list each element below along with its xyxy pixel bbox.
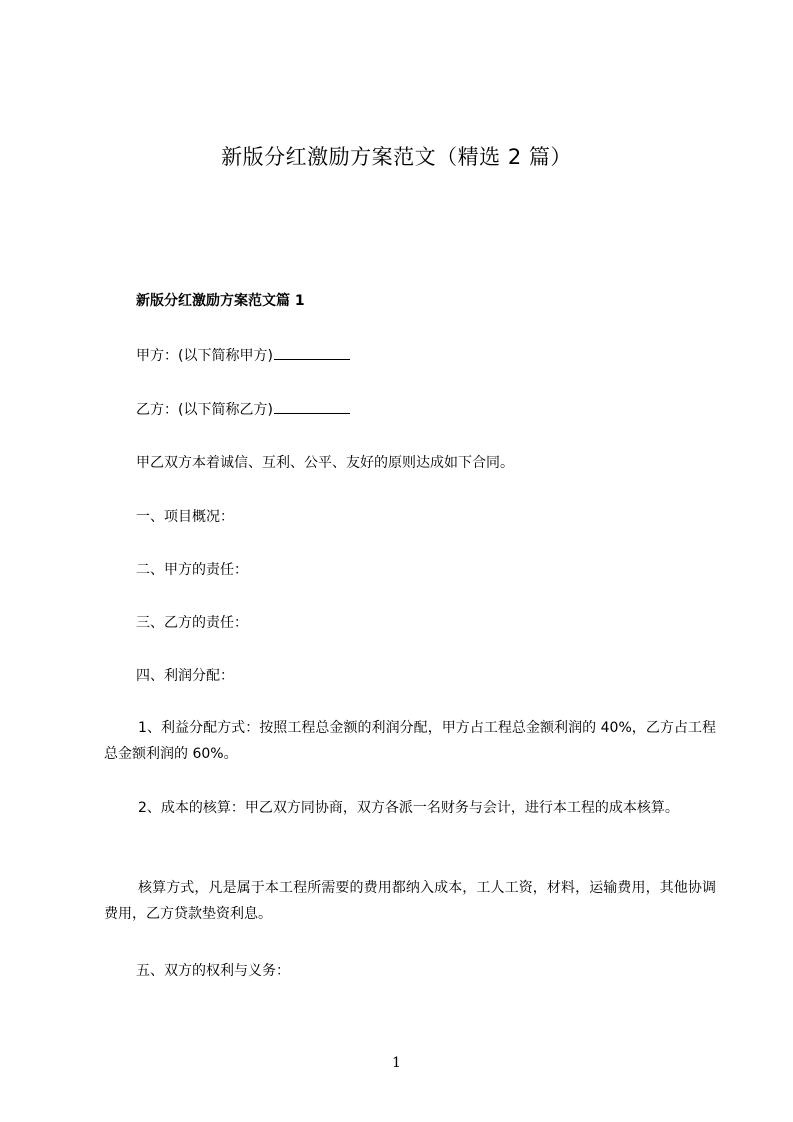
party-b-line [136, 399, 350, 420]
item-profit-distribution: 四、利润分配： [136, 668, 234, 684]
item-party-b-duty: 三、乙方的责任： [136, 615, 248, 631]
section-heading: 新版分红激励方案范文篇 1 [136, 293, 305, 309]
item-project-overview: 一、项目概况： [136, 509, 234, 525]
party-a-blank [274, 345, 350, 360]
party-a-line [136, 345, 350, 366]
party-b-label: 乙方：(以下简称乙方) [136, 402, 273, 418]
item-rights-obligations: 五、双方的权利与义务： [136, 963, 290, 979]
document-title: 新版分红激励方案范文（精选 2 篇） [221, 145, 572, 169]
party-b-blank [274, 399, 350, 414]
paragraph-accounting-method: 核算方式，凡是属于本工程所需要的费用都纳入成本，工人工资，材料，运输费用，其他协调费用，乙方贷款垫资利息。 [104, 880, 716, 922]
page-number: 1 [392, 1055, 401, 1071]
paragraph-profit-method: 1、利益分配方式：按照工程总金额的利润分配，甲方占工程总金额利润的 40%，乙方占工程总金额利润的 60%。 [104, 720, 716, 762]
intro-text: 甲乙双方本着诚信、互利、公平、友好的原则达成如下合同。 [136, 455, 514, 471]
item-party-a-duty: 二、甲方的责任： [136, 562, 248, 578]
party-a-label: 甲方：(以下简称甲方) [136, 348, 273, 364]
paragraph-cost-accounting: 2、成本的核算：甲乙双方同协商，双方各派一名财务与会计，进行本工程的成本核算。 [138, 800, 679, 816]
